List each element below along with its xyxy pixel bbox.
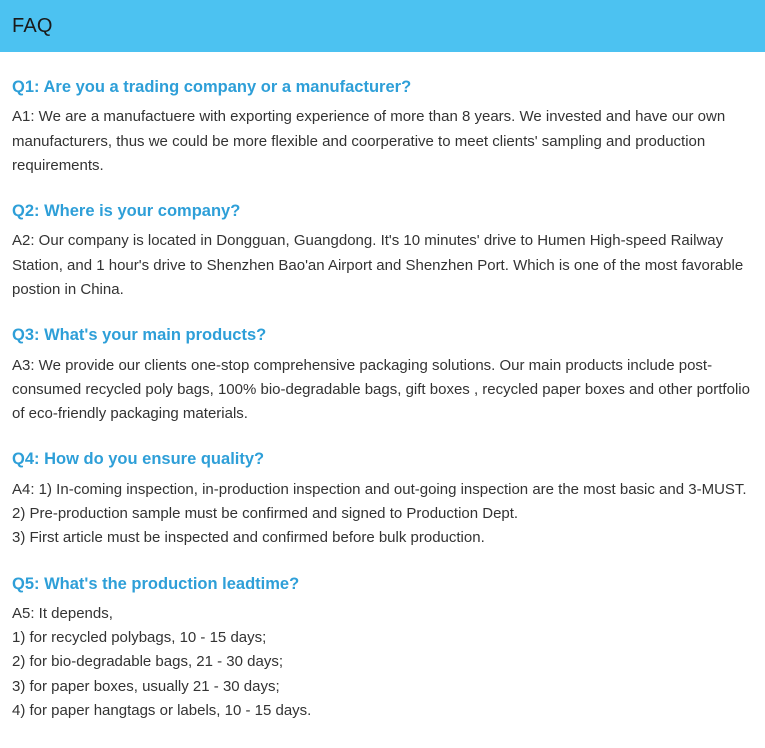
faq-answer-line: 1) for recycled polybags, 10 - 15 days;	[12, 629, 267, 647]
faq-answer-line: A5: It depends,	[12, 604, 113, 622]
faq-answer-line: A4: 1) In-coming inspection, in-production inspection and out-going inspection are the most basic and 3-MUST.	[12, 480, 747, 498]
faq-answer-line: 2) for bio-degradable bags, 21 - 30 days;	[12, 653, 284, 671]
faq-item	[12, 76, 751, 178]
faq-header-bar	[0, 0, 765, 52]
faq-question: Q2: Where is your company?	[12, 202, 241, 221]
faq-question: Q5: What's the production leadtime?	[12, 574, 300, 593]
faq-item	[12, 324, 751, 426]
faq-answer-line: 2) Pre-production sample must be confirmed and signed to Production Dept.	[12, 505, 519, 523]
page-title: FAQ	[12, 14, 53, 37]
faq-answer-line: 3) for paper boxes, usually 21 - 30 days;	[12, 677, 280, 695]
faq-content	[0, 76, 765, 723]
faq-answer-line: A3: We provide our clients one-stop comprehensive packaging solutions. Our main products include post-consumed recycled poly bags, 100% bio-degradable bags, gift boxes , recycled paper boxes and other portfolio of eco-friendly packaging materials.	[12, 356, 750, 423]
faq-question: Q4: How do you ensure quality?	[12, 450, 265, 469]
faq-item	[12, 200, 751, 302]
faq-answer-line: 4) for paper hangtags or labels, 10 - 15 days.	[12, 702, 312, 720]
faq-item	[12, 448, 751, 550]
faq-question: Q1: Are you a trading company or a manufacturer?	[12, 78, 412, 96]
faq-item	[12, 573, 751, 724]
faq-answer-line: 3) First article must be inspected and confirmed before bulk production.	[12, 529, 485, 547]
faq-answer-line: A2: Our company is located in Dongguan, Guangdong. It's 10 minutes' drive to Humen High-speed Railway Station, and 1 hour's drive to Shenzhen Bao'an Airport and Shenzhen Port. Which is one of the most favorable postion in China.	[12, 232, 744, 299]
faq-question: Q3: What's your main products?	[12, 326, 267, 345]
faq-answer-line: A1: We are a manufactuere with exporting experience of more than 8 years. We invested and have our own manufacturers, thus we could be more flexible and coorperative to meet clients' sampling and production requirements.	[12, 108, 726, 174]
